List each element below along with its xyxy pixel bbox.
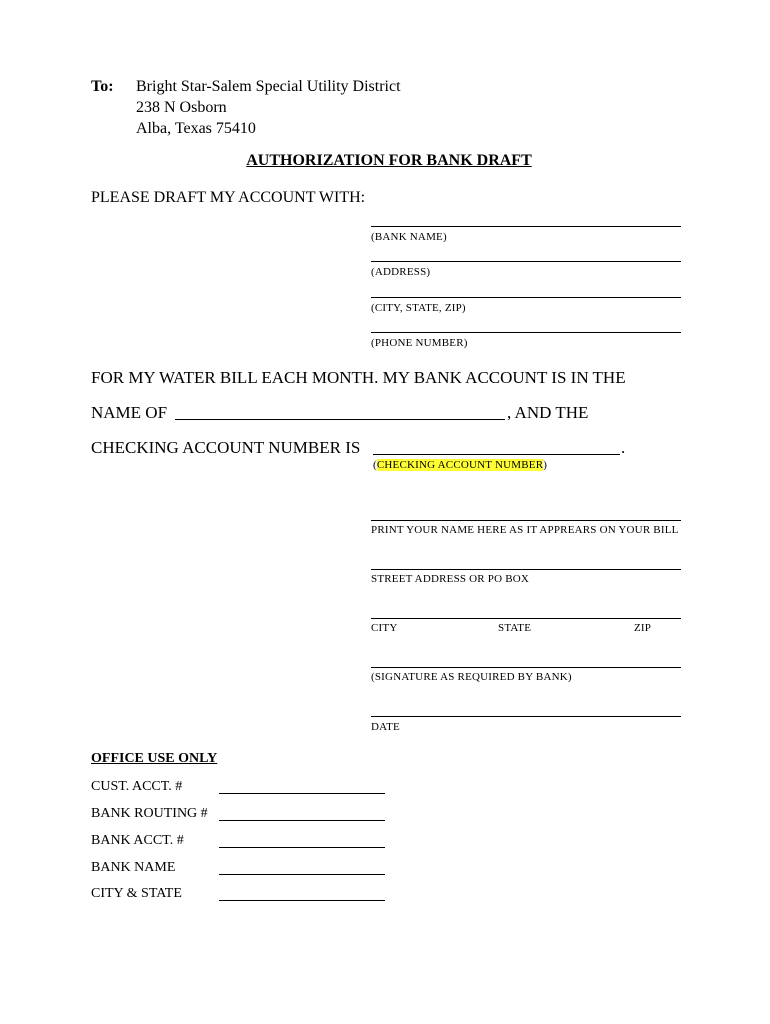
date-caption: DATE: [371, 721, 400, 733]
checking-account-number-line[interactable]: [373, 454, 620, 455]
office-bank-name-label: BANK NAME: [91, 860, 176, 875]
city-state-label: CITY & STATE: [91, 886, 182, 901]
signature-caption: (SIGNATURE AS REQUIRED BY BANK): [371, 671, 572, 683]
recipient-street: 238 N Osborn: [136, 99, 227, 116]
draft-prompt: PLEASE DRAFT MY ACCOUNT WITH:: [91, 189, 366, 206]
date-line[interactable]: [371, 716, 681, 717]
print-name-caption: PRINT YOUR NAME HERE AS IT APPREARS ON YOUR BILL: [371, 524, 679, 536]
paragraph-line-2-suffix: , AND THE: [507, 403, 589, 422]
signature-line[interactable]: [371, 667, 681, 668]
bank-acct-line[interactable]: [219, 847, 385, 848]
checking-account-caption-highlight: CHECKING ACCOUNT NUMBER: [376, 459, 544, 471]
account-holder-name-line[interactable]: [175, 419, 505, 420]
city-state-zip-line[interactable]: [371, 618, 681, 619]
bank-address-caption: (ADDRESS): [371, 266, 431, 278]
cust-acct-label: CUST. ACCT. #: [91, 779, 183, 794]
bank-routing-line[interactable]: [219, 820, 385, 821]
street-address-caption: STREET ADDRESS OR PO BOX: [371, 573, 530, 585]
bank-phone-caption: (PHONE NUMBER): [371, 337, 468, 349]
bank-acct-label: BANK ACCT. #: [91, 833, 184, 848]
bank-routing-label: BANK ROUTING #: [91, 806, 208, 821]
recipient-block: [91, 76, 401, 139]
bank-city-state-zip-line[interactable]: [371, 297, 681, 298]
bank-name-caption: (BANK NAME): [371, 231, 447, 243]
paragraph-line-3-suffix: .: [621, 438, 626, 457]
street-address-line[interactable]: [371, 569, 681, 570]
bank-name-line[interactable]: [371, 226, 681, 227]
city-caption: CITY: [371, 622, 398, 634]
recipient-address: [136, 76, 401, 139]
checking-account-caption: [373, 459, 547, 471]
form-title: AUTHORIZATION FOR BANK DRAFT: [246, 152, 532, 169]
cust-acct-line[interactable]: [219, 793, 385, 794]
city-state-line[interactable]: [219, 900, 385, 901]
paragraph-line-1: FOR MY WATER BILL EACH MONTH. MY BANK ACCOUNT IS IN THE: [91, 368, 626, 387]
recipient-name: Bright Star-Salem Special Utility District: [136, 78, 401, 95]
paragraph-line-3-prefix: CHECKING ACCOUNT NUMBER IS: [91, 438, 361, 457]
zip-caption: ZIP: [634, 622, 652, 634]
recipient-city: Alba, Texas 75410: [136, 120, 256, 137]
caption-open-paren: (: [373, 459, 377, 471]
office-bank-name-line[interactable]: [219, 874, 385, 875]
state-caption: STATE: [498, 622, 532, 634]
print-name-line[interactable]: [371, 520, 681, 521]
paragraph-line-2-prefix: NAME OF: [91, 403, 168, 422]
bank-city-state-zip-caption: (CITY, STATE, ZIP): [371, 302, 466, 314]
to-label: To:: [91, 78, 114, 95]
caption-close-paren: ): [543, 459, 548, 471]
bank-address-line[interactable]: [371, 261, 681, 262]
office-use-heading: OFFICE USE ONLY: [91, 751, 218, 766]
bank-phone-line[interactable]: [371, 332, 681, 333]
